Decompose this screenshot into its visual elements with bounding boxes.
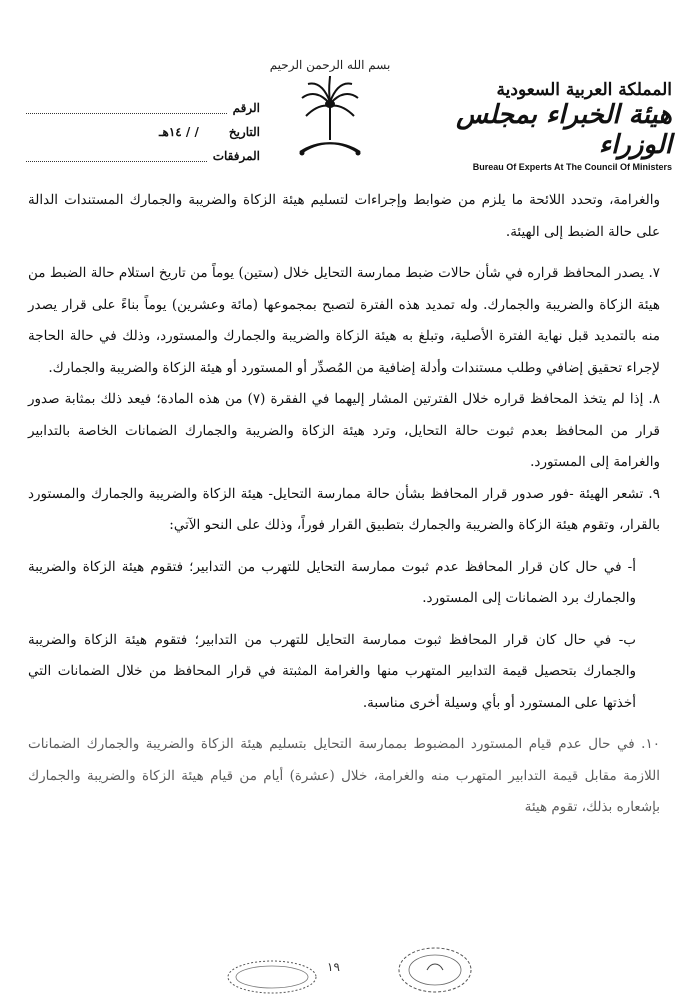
item-9a: أ- في حال كان قرار المحافظ عدم ثبوت ممارسة التحايل للتهرب من التدابير؛ فتقوم هيئة الزكاة والضريبة والجمارك برد الضمانات إلى المستورد. (28, 558, 636, 606)
bureau-name-arabic: هيئة الخبراء بمجلس الوزراء (456, 100, 672, 160)
ref-number-line (26, 103, 227, 114)
ref-number-label: الرقم (232, 101, 260, 115)
document-body (28, 185, 660, 824)
item-9b: ب- في حال كان قرار المحافظ ثبوت ممارسة التحايل للتهرب من التدابير؛ فتقوم هيئة الزكاة والضريبة والجمارك بتحصيل قيمة التدابير المتهرب منها والغرامة المثبتة في قرار المحافظ من خلال الضمانات التي أخذتها على المستورد أو بأي وسيلة أخرى مناسبة. (28, 631, 636, 711)
stamp-icon (225, 955, 320, 995)
page-number: ١٩ (327, 960, 340, 974)
kingdom-name: المملكة العربية السعودية (496, 80, 672, 100)
saudi-emblem-icon (290, 74, 370, 164)
basmala: بسم الله الرحمن الرحيم (269, 58, 391, 72)
item-7: ٧. يصدر المحافظ قراره في شأن حالات ضبط ممارسة التحايل خلال (ستين) يوماً من تاريخ استلام حالة الضبط من هيئة الزكاة والضريبة والجمارك. وله تمديد هذه الفترة لتصبح بمجموعها (مائة وعشرين) يوماً بناءً على قرار يصدر منه بالتمديد قبل نهاية الفترة الأصلية، وتبلغ به هيئة الزكاة والضريبة والجمارك والمستورد، وذلك في حالة الحاجة لإجراء تحقيق إضافي وطلب مستندات وأدلة إضافية من المُصدِّر أو المستورد أو هيئة الزكاة والضريبة والجمارك. (28, 265, 660, 376)
ref-date-value: / / ١٤هـ (158, 125, 199, 139)
seal-icon (395, 940, 475, 995)
item-10: ١٠. في حال عدم قيام المستورد المضبوط بممارسة التحايل بتسليم هيئة الزكاة والضريبة والجمارك الضمانات اللازمة مقابل قيمة التدابير المتهرب منه والغرامة، خلال (عشرة) أيام من قيام هيئة الزكاة والضريبة والجمارك بإشعاره بذلك، تقوم هيئة (28, 736, 660, 815)
intro-paragraph: والغرامة، وتحدد اللائحة ما يلزم من ضوابط وإجراءات لتسليم هيئة الزكاة والضريبة والجمارك المستندات الدالة على حالة الضبط إلى الهيئة. (28, 192, 660, 240)
ref-date-label: التاريخ (228, 125, 260, 139)
item-8: ٨. إذا لم يتخذ المحافظ قراره خلال الفترتين المشار إليهما في الفقرة (٧) من هذه المادة؛ فيعد ذلك بمثابة صدور قرار من المحافظ بعدم ثبوت حالة التحايل، وترد هيئة الزكاة والضريبة والجمارك الضمانات الخاصة بالتدابير والغرامة إلى المستورد. (28, 391, 660, 470)
reference-block (20, 96, 260, 168)
item-9: ٩. تشعر الهيئة -فور صدور قرار المحافظ بشأن حالة ممارسة التحايل- هيئة الزكاة والضريبة والجمارك والمستورد بالقرار، وتقوم هيئة الزكاة والضريبة والجمارك بتطبيق القرار فوراً، وذلك على النحو الآتي: (28, 485, 660, 533)
organization-header (402, 80, 672, 172)
ref-attachments-label: المرفقات (212, 149, 260, 163)
bureau-name-english: Bureau Of Experts At The Council Of Ministers (472, 162, 672, 172)
ref-attachments-line (26, 151, 207, 162)
